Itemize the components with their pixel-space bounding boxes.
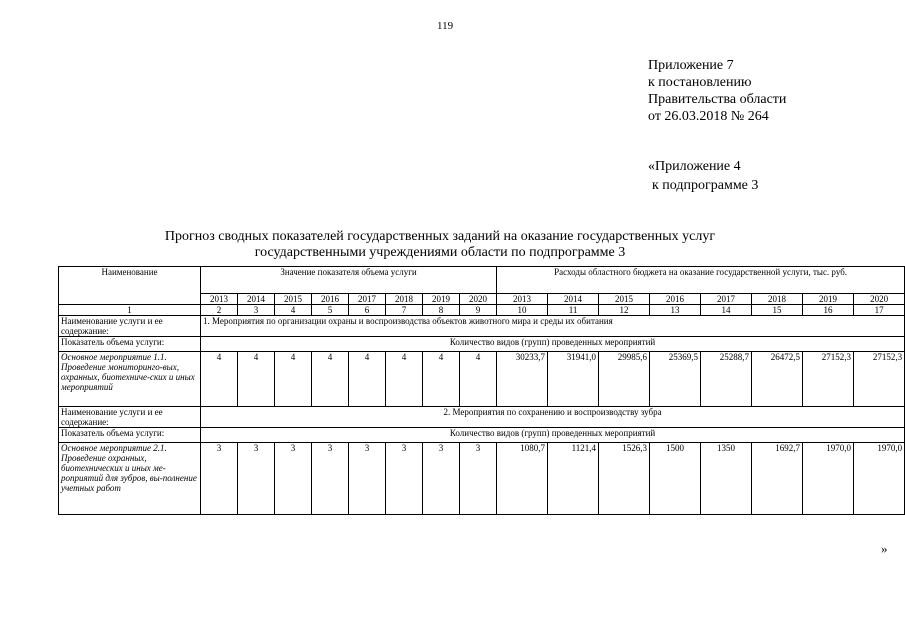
- year-cell: 2015: [599, 294, 650, 305]
- year-cell: 2018: [386, 294, 423, 305]
- year-cell: 2019: [423, 294, 460, 305]
- column-index: 1: [59, 305, 201, 316]
- service-label: Наименование услуги и ее содержание:: [59, 316, 201, 337]
- column-index: 11: [548, 305, 599, 316]
- year-cell: 2019: [803, 294, 854, 305]
- activity-label: Основное мероприятие 1.1. Проведение мониторинго-вых, охранных, биотехниче-ских и иных мероприятий: [59, 352, 201, 407]
- appendix-4-line: к подпрограмме 3: [652, 178, 759, 193]
- year-cell: 2020: [460, 294, 497, 305]
- expense-cell: 1080,7: [497, 443, 548, 515]
- volume-cell: 4: [460, 352, 497, 407]
- appendix-7-line: Правительства области: [648, 92, 787, 107]
- expense-cell: 25288,7: [701, 352, 752, 407]
- year-cell: 2016: [312, 294, 349, 305]
- column-index: 16: [803, 305, 854, 316]
- expense-cell: 1350: [701, 443, 752, 515]
- volume-cell: 3: [423, 443, 460, 515]
- volume-cell: 4: [423, 352, 460, 407]
- expense-cell: 1121,4: [548, 443, 599, 515]
- volume-cell: 3: [238, 443, 275, 515]
- column-index: 14: [701, 305, 752, 316]
- volume-cell: 4: [349, 352, 386, 407]
- column-index: 6: [349, 305, 386, 316]
- title-line: государственными учреждениями области по подпрограмме 3: [254, 245, 626, 260]
- forecast-table: [58, 266, 905, 515]
- year-cell: 2013: [201, 294, 238, 305]
- appendix-4-header: [648, 157, 758, 195]
- column-index: 10: [497, 305, 548, 316]
- expense-cell: 25369,5: [650, 352, 701, 407]
- indicator-label: Показатель объема услуги:: [59, 428, 201, 443]
- volume-cell: 4: [201, 352, 238, 407]
- appendix-7-line: к постановлению: [648, 75, 752, 90]
- expense-cell: 1970,0: [854, 443, 905, 515]
- expense-cell: 1526,3: [599, 443, 650, 515]
- appendix-7-header: [648, 57, 786, 125]
- volume-cell: 3: [275, 443, 312, 515]
- column-index: 2: [201, 305, 238, 316]
- expense-cell: 1970,0: [803, 443, 854, 515]
- column-index: 8: [423, 305, 460, 316]
- page-number: 119: [437, 20, 454, 32]
- volume-cell: 4: [275, 352, 312, 407]
- header-name: Наименование: [59, 267, 201, 305]
- indicator-value: Количество видов (групп) проведенных мероприятий: [201, 428, 905, 443]
- column-index: 13: [650, 305, 701, 316]
- service-value: 1. Мероприятия по организации охраны и воспроизводства объектов животного мира и среды их обитания: [201, 316, 905, 337]
- service-label: Наименование услуги и ее содержание:: [59, 407, 201, 428]
- header-expenses: Расходы областного бюджета на оказание государственной услуги, тыс. руб.: [497, 267, 905, 294]
- column-index: 5: [312, 305, 349, 316]
- expense-cell: 29985,6: [599, 352, 650, 407]
- expense-cell: 1692,7: [752, 443, 803, 515]
- indicator-label: Показатель объема услуги:: [59, 337, 201, 352]
- appendix-7-line: от 26.03.2018 № 264: [648, 109, 769, 124]
- indicator-value: Количество видов (групп) проведенных мероприятий: [201, 337, 905, 352]
- expense-cell: 30233,7: [497, 352, 548, 407]
- volume-cell: 4: [386, 352, 423, 407]
- appendix-4-line: «Приложение 4: [648, 159, 741, 174]
- expense-cell: 27152,3: [854, 352, 905, 407]
- year-cell: 2020: [854, 294, 905, 305]
- closing-quote-mark: »: [881, 541, 888, 556]
- expense-cell: 27152,3: [803, 352, 854, 407]
- column-index: 7: [386, 305, 423, 316]
- volume-cell: 3: [460, 443, 497, 515]
- service-value: 2. Мероприятия по сохранению и воспроизводству зубра: [201, 407, 905, 428]
- volume-cell: 3: [386, 443, 423, 515]
- volume-cell: 3: [312, 443, 349, 515]
- document-title: [100, 229, 780, 261]
- year-cell: 2013: [497, 294, 548, 305]
- activity-label: Основное мероприятие 2.1. Проведение охранных, биотехнических и иных ме-роприятий для зубров, вы-полнение учетных работ: [59, 443, 201, 515]
- column-index: 15: [752, 305, 803, 316]
- year-cell: 2016: [650, 294, 701, 305]
- year-cell: 2014: [548, 294, 599, 305]
- column-index: 12: [599, 305, 650, 316]
- column-index: 4: [275, 305, 312, 316]
- year-cell: 2017: [701, 294, 752, 305]
- header-volume: Значение показателя объема услуги: [201, 267, 497, 294]
- volume-cell: 3: [349, 443, 386, 515]
- expense-cell: 31941,0: [548, 352, 599, 407]
- title-line: Прогноз сводных показателей государственных заданий на оказание государственных услуг: [164, 229, 716, 244]
- year-cell: 2017: [349, 294, 386, 305]
- column-index: 3: [238, 305, 275, 316]
- year-cell: 2014: [238, 294, 275, 305]
- volume-cell: 4: [238, 352, 275, 407]
- appendix-7-line: Приложение 7: [648, 58, 734, 73]
- column-index: 9: [460, 305, 497, 316]
- expense-cell: 26472,5: [752, 352, 803, 407]
- year-cell: 2018: [752, 294, 803, 305]
- volume-cell: 3: [201, 443, 238, 515]
- volume-cell: 4: [312, 352, 349, 407]
- year-cell: 2015: [275, 294, 312, 305]
- column-index: 17: [854, 305, 905, 316]
- expense-cell: 1500: [650, 443, 701, 515]
